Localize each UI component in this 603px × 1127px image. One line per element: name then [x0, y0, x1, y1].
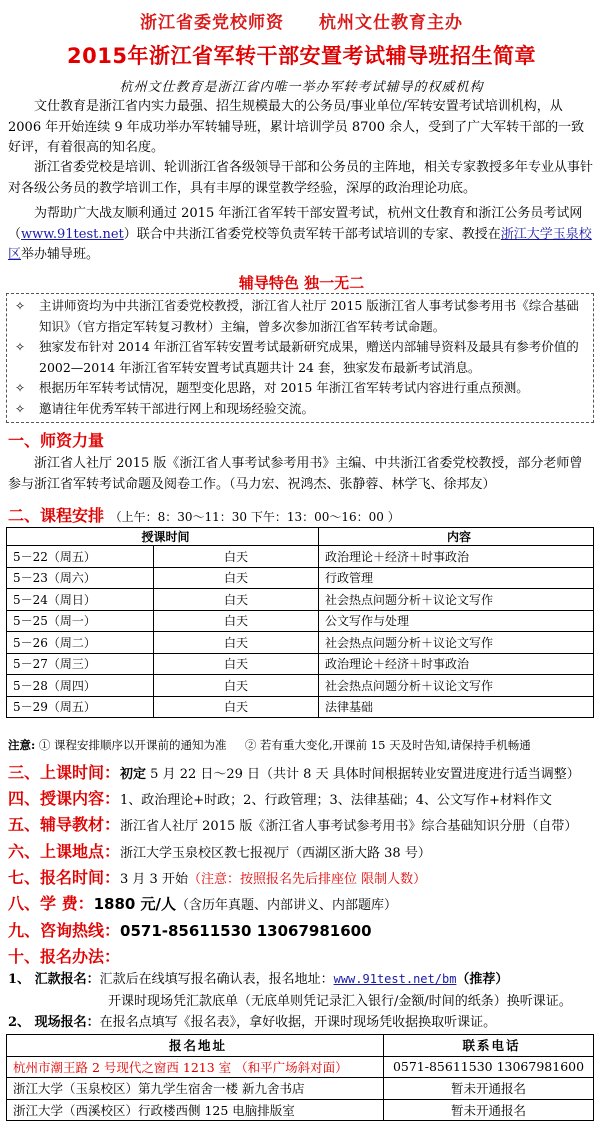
diamond-bullet-icon: ✧ [15, 299, 26, 313]
row-time: 白天 [154, 653, 319, 675]
row-content: 政治理论＋经济＋时事政治 [318, 546, 593, 568]
row-time: 白天 [154, 589, 319, 611]
feature-text: 邀请往年优秀军转干部进行网上和现场经验交流。 [39, 400, 315, 416]
column-header-address: 报名地址 [7, 1035, 384, 1057]
venue-link: 浙江大学玉泉校区 [8, 226, 592, 262]
row-content: 法律基础 [318, 696, 593, 718]
feature-text: 独家发布针对 2014 年浙江省军转安置考试最新研究成果，赠送内部辅导资料及最具有参考价值的 2002—2014 年浙江省军转安置考试真题共计 24 套，独家发布最新考试消息。 [39, 339, 579, 375]
row-content: 政治理论＋经济＋时事政治 [318, 653, 593, 675]
row-phone: 暂未开通报名 [384, 1078, 594, 1100]
row-time: 白天 [154, 546, 319, 568]
materials-body: 浙江省人社厅 2015 版《浙江省人事考试参考用书》综合基础知识分册（自带） [120, 819, 578, 834]
notice-1: ① 课程安排顺序以开课前的通知为准 [38, 738, 227, 752]
website-link[interactable]: www.91test.net [21, 226, 124, 242]
table-row [7, 1056, 594, 1078]
section-materials [8, 812, 577, 835]
intro-p3-b: ）联合中共浙江省委党校等负责军转干部考试培训的专家、教授在 [123, 226, 501, 242]
table-row [7, 546, 594, 568]
method-1-label: 1、 汇款报名： [8, 972, 100, 987]
section-faculty-body: 浙江省人社厅 2015 版《浙江省人事考试参考用书》主编、中共浙江省委党校教授，部分老师曾参与浙江省军转考试命题及阅卷工作。（马力宏、祝鸿杰、张静蓉、林学飞、徐邦友） [8, 456, 583, 492]
intro-paragraph-2: 浙江省委党校是培训、轮训浙江省各级领导干部和公务员的主阵地，相关专家教授多年专业从事针对各级公务员的教学培训工作，具有丰厚的课堂教学经验，深厚的政治理论功底。 [8, 160, 594, 196]
schedule-heading-text: 二、课程安排 [8, 506, 105, 525]
header-right: 杭州文仕教育主办 [318, 13, 463, 33]
intro-p3-a: 为帮助广大战友顺利通过 2015 年浙江省军转干部安置考试，杭州文仕教育和浙江公务员考试网（ [8, 206, 583, 242]
row-content: 社会热点问题分析＋议论文写作 [318, 675, 593, 697]
table-row [7, 1099, 594, 1121]
section-hotline [8, 918, 372, 941]
table-row [7, 610, 594, 632]
section-class-time [8, 760, 580, 783]
row-date: 5－25（周一） [7, 610, 154, 632]
features-box [6, 293, 594, 423]
schedule-hours: （上午：8：30～11：30 下午：13：00～16：00 ） [109, 510, 400, 524]
registration-time-heading: 七、报名时间： [8, 868, 121, 887]
row-time: 白天 [154, 675, 319, 697]
notice-2: ② 若有重大变化,开课前 15 天及时告知,请保持手机畅通 [244, 738, 531, 752]
feature-item [15, 337, 587, 378]
section-content [8, 786, 552, 809]
method-1-tag: （推荐） [456, 972, 509, 987]
row-date: 5－26（周二） [7, 632, 154, 654]
content-body: 1、政治理论+时政；2、行政管理；3、法律基础；4、公文写作+材料作文 [120, 793, 552, 808]
intro-paragraph-1: 文仕教育是浙江省内实力最强、招生规模最大的公务员/事业单位/军转安置考试培训机构，从 2006 年开始连续 9 年成功举办军转辅导班，累计培训学员 8700 余人，受到了广大军转干部的一致好评，有着很高的知名度。 [8, 99, 585, 155]
row-content: 社会热点问题分析＋议论文写作 [318, 632, 593, 654]
features-title: 辅导特色 独一无二 [238, 274, 365, 292]
diamond-bullet-icon: ✧ [15, 381, 26, 395]
table-header-row [7, 1035, 594, 1057]
row-content: 社会热点问题分析＋议论文写作 [318, 589, 593, 611]
schedule-table [6, 527, 594, 718]
row-date: 5－22（周五） [7, 546, 154, 568]
hotline-numbers[interactable]: 0571-85611530 13067981600 [120, 922, 372, 940]
column-header-time: 授课时间 [7, 528, 319, 546]
intro-p3-c: 举办辅导班。 [21, 247, 100, 262]
table-row [7, 696, 594, 718]
page-subtitle: 杭州文仕教育是浙江省内唯一举办军转考试辅导的权威机构 [119, 80, 484, 95]
row-phone: 0571-85611530 13067981600 [384, 1056, 594, 1078]
method-1-body: 汇款后在线填写报名确认表，报名地址： [99, 972, 334, 987]
feature-text: 主讲师资均为中共浙江省委党校教授，浙江省人社厅 2015 版浙江省人事考试参考用书《综合基础知识》（官方指定军转复习教材）主编，曾多次参加浙江省军转考试命题。 [39, 298, 579, 334]
table-row [7, 653, 594, 675]
tuition-body: （含历年真题、内部讲义、内部题库） [176, 898, 398, 913]
materials-heading: 五、辅导教材： [8, 815, 121, 834]
table-row [7, 589, 594, 611]
row-time: 白天 [154, 610, 319, 632]
column-header-content: 内容 [318, 528, 593, 546]
row-date: 5－23（周六） [7, 567, 154, 589]
diamond-bullet-icon: ✧ [15, 401, 26, 416]
section-location [8, 839, 431, 862]
registration-method-1 [8, 968, 508, 987]
hotline-heading: 九、咨询热线： [8, 921, 121, 940]
intro-paragraph-3 [8, 204, 593, 266]
registration-time-body: 3 月 3 开始 [120, 872, 188, 887]
section-faculty-heading: 一、师资力量 [8, 431, 105, 450]
section-schedule-heading [8, 503, 400, 526]
row-date: 5－29（周五） [7, 696, 154, 718]
section-registration-heading: 十、报名办法： [8, 947, 121, 966]
section-registration-time [8, 865, 426, 888]
method-2-label: 2、 现场报名： [8, 1015, 100, 1030]
row-time: 白天 [154, 632, 319, 654]
tuition-price: 1880 元/人 [93, 895, 177, 913]
method-1-line-2: 开课时现场凭汇款底单（无底单则凭记录汇入银行/金额/时间的纸条）换听课证。 [108, 994, 572, 1009]
header-organizers [0, 8, 603, 33]
diamond-bullet-icon: ✧ [15, 340, 26, 354]
column-header-phone: 联系电话 [384, 1035, 594, 1057]
content-heading: 四、授课内容： [8, 789, 121, 808]
row-address: 浙江大学（西溪校区）行政楼西侧 125 电脑排版室 [7, 1099, 384, 1121]
table-row [7, 675, 594, 697]
table-row [7, 567, 594, 589]
row-address: 浙江大学（玉泉校区）第九学生宿舍一楼 新九舍书店 [7, 1078, 384, 1100]
row-phone: 暂未开通报名 [384, 1099, 594, 1121]
feature-item [15, 296, 587, 337]
notice-label: 注意: [8, 738, 36, 752]
row-time: 白天 [154, 567, 319, 589]
table-row [7, 1078, 594, 1100]
row-date: 5－28（周四） [7, 675, 154, 697]
class-time-lead: 初定 [120, 767, 147, 782]
feature-item [15, 399, 587, 420]
header-left: 浙江省委党校师资 [140, 13, 285, 33]
registration-method-2 [8, 1011, 496, 1030]
registration-address-table [6, 1034, 594, 1121]
location-body: 浙江大学玉泉校区教七报视厅（西湖区浙大路 38 号） [120, 846, 431, 861]
class-time-body: 5 月 22 日～29 日（共计 8 天 具体时间根据转业安置进度进行适当调整） [146, 767, 580, 782]
row-content: 行政管理 [318, 567, 593, 589]
row-content: 公文写作与处理 [318, 610, 593, 632]
tuition-heading: 八、学 费： [8, 894, 94, 913]
table-header-row [7, 528, 594, 546]
feature-text: 根据历年军转考试情况，题型变化思路，对 2015 年浙江省军转考试内容进行重点预测。 [39, 380, 529, 395]
registration-time-note: （注意：按照报名先后排座位 限制人数） [187, 872, 427, 887]
row-date: 5－27（周三） [7, 653, 154, 675]
table-row [7, 632, 594, 654]
method-2-body: 在报名点填写《报名表》，拿好收据，开课时现场凭收据换取听课证。 [99, 1015, 497, 1030]
row-time: 白天 [154, 696, 319, 718]
class-time-heading: 三、上课时间： [8, 763, 121, 782]
location-heading: 六、上课地点： [8, 842, 121, 861]
row-address: 杭州市潮王路 2 号现代之窗西 1213 室 （和平广场斜对面） [7, 1056, 384, 1078]
page-title: 2015年浙江省军转干部安置考试辅导班招生简章 [67, 44, 536, 68]
feature-item [15, 378, 587, 399]
section-tuition [8, 891, 397, 914]
row-date: 5－24（周日） [7, 589, 154, 611]
registration-link[interactable]: www.91test.net/bm [333, 972, 457, 986]
schedule-notice [8, 737, 531, 753]
